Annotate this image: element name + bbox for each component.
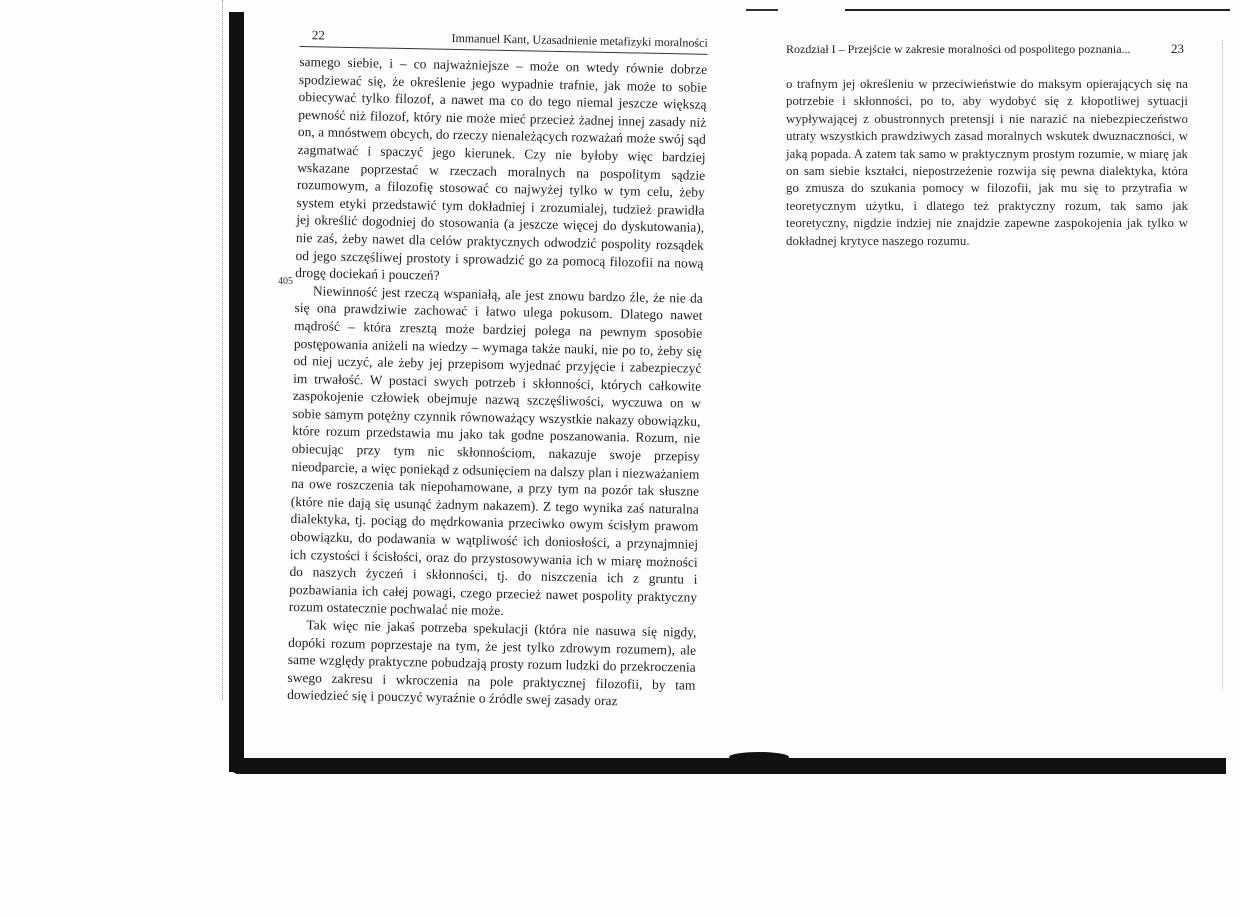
right-page-header [786, 40, 1188, 60]
left-paragraph-1: samego siebie, i – co najważniejsze – może on wtedy równie dobrze spodziewać się, że określenie jego wypadnie trafnie, jak może to sobie obiecywać tylko filozof, a nawet ma co do tego niemal jeszcze większą pewność niż filozof, który nie może mieć przecież żadnej innej zasady niż on, a mnóstwem obcych, do rzeczy nienależących rozważań może swój sąd zagmatwać i spaczyć jego kierunek. Czy nie byłoby więc bardziej wskazane poprzestać w rzeczach moralnych na pospolitym sądzie rozumowym, a filozofię stosować co najwyżej tylko w tym celu, żeby system etyki przedstawić tym dokładniej i zrozumialej, tudzież prawidła jej określić dogodniej do stosowania (a jeszcze więcej do dyskutowania), nie zaś, żeby nawet dla celów praktycznych odwodzić pospolity rozsądek od jego szczęśliwej prostoty i sprowadzić go za pomocą filozofii na nową drogę dociekań i pouczeń? [295, 53, 708, 283]
left-paragraph-3: Tak więc nie jakaś potrzeba spekulacji (która nie nasuwa się nigdy, dopóki rozum poprzestaje na tym, że jest tylko zdrowym rozumem), ale same względy praktyczne pobudzają prosty rozum ludzki do przekroczenia swego zakresu i wkroczenia na pole praktycznej filozofii, by tam dowiedzieć się i pouczyć wyraźnie o źródle swej zasady oraz [287, 617, 697, 709]
page-edge-dash [746, 9, 778, 11]
left-page-number: 22 [311, 27, 325, 43]
right-running-head: Rozdział I – Przejście w zakresie moralności od pospolitego poznania... [786, 42, 1131, 56]
scan-edge-left [222, 0, 224, 700]
left-page [287, 26, 708, 712]
right-page-number: 23 [1171, 41, 1184, 56]
right-paragraph-1: o trafnym jej określeniu w przeciwieństwie do maksym opierających się na potrzebie i skłonności, po to, aby wydobyć się z kłopotliwej sytuacji wypływającej z obustronnych pretensji i nie narazić na niebezpieczeństwo utraty wszystkich prawdziwych zasad moralnych wskutek dwuznaczności, w jaką popada. A zatem tak samo w praktycznym prostym rozumie, w miarę jak on sam siebie kształci, niepostrzeżenie rozwija się pewna dialektyka, która go zmusza do szukania pomocy w filozofii, jak mu się to przytrafia w teoretycznym użytku, i dlatego też praktyczny rozum, tak samo jak teoretyczny, nigdzie indziej nie znajdzie zapewne zaspokojenia jak tylko w dokładnej krytyce naszego rozumu. [786, 77, 1188, 248]
margin-page-reference: 405 [278, 276, 293, 287]
left-page-body [287, 53, 707, 712]
right-page-body [786, 76, 1188, 250]
right-page [786, 40, 1188, 250]
scan-shadow-left [229, 12, 244, 772]
left-running-head: Immanuel Kant, Uzasadnienie metafizyki moralności [451, 30, 708, 50]
scan-shadow-bottom [229, 758, 1226, 774]
scan-edge-right [1222, 40, 1224, 690]
left-paragraph-2: Niewinność jest rzeczą wspaniałą, ale jest znowu bardzo źle, że nie da się ona prawdziwie zachować i łatwo ulega pokusom. Dlatego nawet mądrość – która zresztą może bardziej polega na pewnym sposobie postępowania aniżeli na wiedzy – wymaga także nauki, nie po to, żeby się od niej uczyć, ale żeby jej przepisom wyjednać przyjęcie i zabezpieczyć im trwałość. W postaci swych potrzeb i skłonności, których całkowite zaspokojenie człowiek obejmuje nazwą szczęśliwości, wyczuwa on w sobie samym potężny czynnik równoważący wszystkie nakazy obowiązku, które rozum przedstawia mu jako tak godne poszanowania. Rozum, nie obiecując przy tym nic skłonnościom, nakazuje swoje przepisy nieodparcie, a więc poniekąd z odsunięciem na dalszy plan i niezważaniem na owe roszczenia tak niepohamowane, a przy tym na pozór tak słuszne (które nie dają się usunąć żadnym nakazem). Z tego wynika zaś naturalna dialektyka, tj. pociąg do mędrkowania przeciwko owym ścisłym prawom obowiązku, do podawania w wątpliwość ich doniosłości, a przynajmniej ich czystości i ścisłości, oraz do przystosowywania ich w miarę możności do naszych życzeń i skłonności, tj. do niszczenia ich z gruntu i pozbawiania ich całej powagi, czego przecież nawet pospolity praktyczny rozum ostatecznie pochwalać nie może. [288, 283, 703, 619]
page-edge-line [845, 9, 1230, 11]
